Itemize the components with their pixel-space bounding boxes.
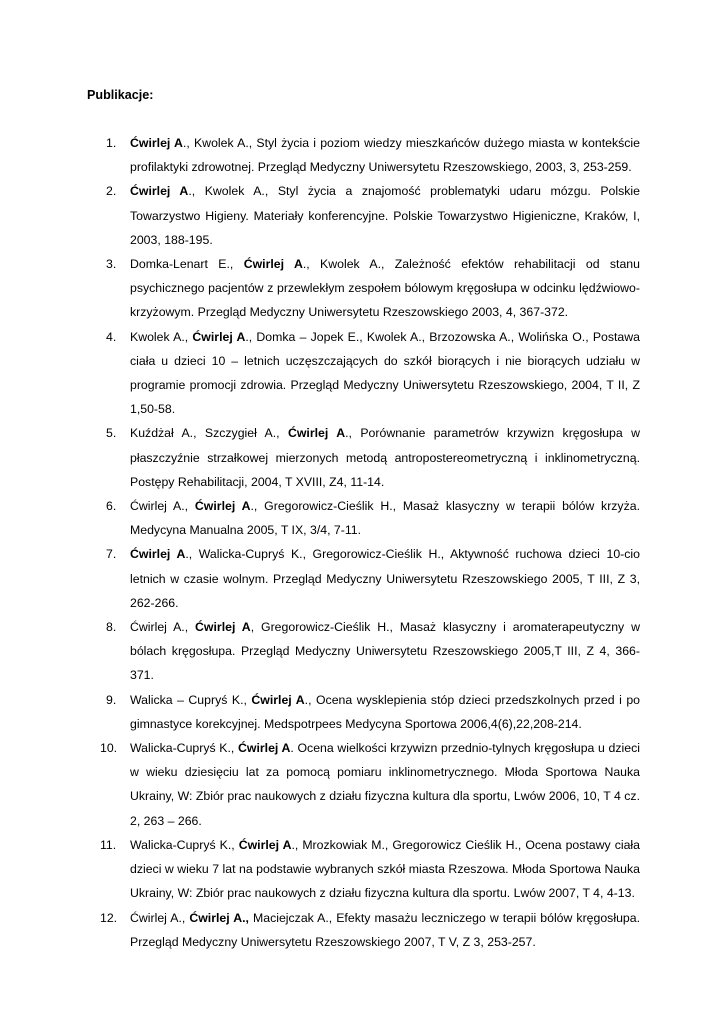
author-highlight: Ćwirlej A: [130, 136, 183, 150]
publication-item: [87, 542, 640, 615]
publication-number: 2.: [106, 184, 117, 199]
author-highlight: Ćwirlej A: [130, 184, 189, 199]
publication-number: 12.: [100, 910, 118, 925]
page-heading: Publikacje:: [87, 88, 154, 102]
publication-number: 1.: [106, 136, 117, 150]
publication-text: ., Gregorowicz-Cieślik H., Masaż klasyczny w terapii bólów krzyża. Medycyna Manualna 2005, T IX, 3/4, 7-11.: [130, 499, 640, 538]
author-highlight: Ćwirlej A: [251, 692, 305, 707]
publication-text: Walicka – Cupryś K.,: [130, 692, 252, 707]
publication-number: 3.: [106, 257, 117, 272]
publication-text: ., Domka – Jopek E., Kwolek A., Brzozowska A., Wolińska O., Postawa ciała u dzieci 10 – letnich uczęszczających do szkół biorących i nie biorących udziału w programie promocji zdrowia. Przegląd Medyczny Uniwersytetu Rzeszowskiego, 2004, T II, Z 1,50-58.: [130, 329, 640, 417]
publication-list: [87, 131, 640, 954]
publication-item: [87, 179, 640, 252]
publication-text: ., Kwolek A., Styl życia i poziom wiedzy mieszkańców dużego miasta w kontekście profilaktyki zdrowotnej. Przegląd Medyczny Uniwersytetu Rzeszowskiego, 2003, 3, 253-259.: [130, 136, 640, 175]
publication-number: 10.: [100, 741, 118, 756]
publication-text: ., Mrozkowiak M., Gregorowicz Cieślik H., Ocena postawy ciała dzieci w wieku 7 lat na podstawie wybranych szkół miasta Rzeszowa. Młoda Sportowa Nauka Ukrainy, W: Zbiór prac naukowych z działu fizyczna kultura dla sportu. Lwów 2007, T 4, 4-13.: [130, 837, 640, 901]
publication-item: [87, 325, 640, 422]
publication-text: Maciejczak A., Efekty masażu leczniczego w terapii bólów kręgosłupa. Przegląd Medyczny Uniwersytetu Rzeszowskiego 2007, T V, Z 3, 253-257.: [130, 910, 640, 949]
author-highlight: Ćwirlej A: [192, 329, 246, 344]
author-highlight: Ćwirlej A: [194, 499, 251, 514]
publication-number: 8.: [106, 620, 117, 635]
publication-item: [87, 252, 640, 325]
publication-text: Walicka-Cupryś K.,: [130, 837, 239, 852]
author-highlight: Ćwirlej A: [195, 620, 251, 635]
publication-number: 9.: [106, 692, 117, 707]
publication-text: Ćwirlej A.,: [130, 620, 196, 635]
publication-text: Ćwirlej A.,: [130, 910, 190, 925]
author-highlight: Ćwirlej A.,: [189, 910, 249, 925]
author-highlight: Ćwirlej A: [287, 426, 346, 441]
publication-number: 5.: [106, 426, 117, 441]
publication-text: Ćwirlej A.,: [130, 499, 195, 514]
publication-item: [87, 421, 640, 494]
publication-text: Walicka-Cupryś K.,: [130, 741, 238, 756]
author-highlight: Ćwirlej A: [130, 547, 186, 562]
publication-text: ., Ocena wysklepienia stóp dzieci przedszkolnych przed i po gimnastyce korekcyjnej. Medspotrpees Medycyna Sportowa 2006,4(6),22,208-214.: [130, 692, 640, 731]
publication-number: 6.: [106, 499, 117, 514]
author-highlight: Ćwirlej A: [238, 837, 292, 852]
publication-text: ., Kwolek A., Zależność efektów rehabilitacji od stanu psychicznego pacjentów z przewlekłym zespołem bólowym kręgosłupa w odcinku lędźwiowo-krzyżowym. Przegląd Medyczny Uniwersytetu Rzeszowskiego 2003, 4, 367-372.: [130, 257, 640, 320]
publication-text: Kuźdżał A., Szczygieł A.,: [130, 426, 288, 441]
publication-text: ., Walicka-Cupryś K., Gregorowicz-Cieślik H., Aktywność ruchowa dzieci 10-cio letnich w czasie wolnym. Przegląd Medyczny Uniwersytetu Rzeszowskiego 2005, T III, Z 3, 262-266.: [130, 547, 640, 610]
publication-text: . Ocena wielkości krzywizn przednio-tylnych kręgosłupa u dzieci w wieku dziesięciu lat za pomocą pomiaru inklinometrycznego. Młoda Sportowa Nauka Ukrainy, W: Zbiór prac naukowych z działu fizyczna kultura dla sportu, Lwów 2006, 10, T 4 cz. 2, 263 – 266.: [130, 741, 640, 828]
publication-item: [87, 615, 640, 688]
publication-item: [87, 736, 640, 833]
publication-text: , Gregorowicz-Cieślik H., Masaż klasyczny i aromaterapeutyczny w bólach kręgosłupa. Przegląd Medyczny Uniwersytetu Rzeszowskiego 2005,T III, Z 4, 366-371.: [130, 620, 640, 683]
publication-text: Kwolek A.,: [130, 329, 193, 344]
publication-number: 11.: [100, 837, 117, 852]
author-highlight: Ćwirlej A: [243, 257, 303, 272]
publication-text: Domka-Lenart E.,: [130, 257, 244, 272]
publication-text: ., Porównanie parametrów krzywizn kręgosłupa w płaszczyźnie strzałkowej mierzonych metodą antropostereometryczną i inklinometryczną. Postępy Rehabilitacji, 2004, T XVIII, Z4, 11-14.: [130, 426, 640, 489]
publication-item: [87, 494, 640, 542]
publication-item: [87, 906, 640, 954]
publication-number: 4.: [106, 329, 117, 344]
publication-item: [87, 131, 640, 179]
publication-text: ., Kwolek A., Styl życia a znajomość problematyki udaru mózgu. Polskie Towarzystwo Higieny. Materiały konferencyjne. Polskie Towarzystwo Higieniczne, Kraków, I, 2003, 188-195.: [130, 184, 640, 247]
author-highlight: Ćwirlej A: [238, 741, 291, 756]
publication-item: [87, 833, 640, 906]
publication-item: [87, 688, 640, 736]
publication-number: 7.: [106, 547, 117, 562]
